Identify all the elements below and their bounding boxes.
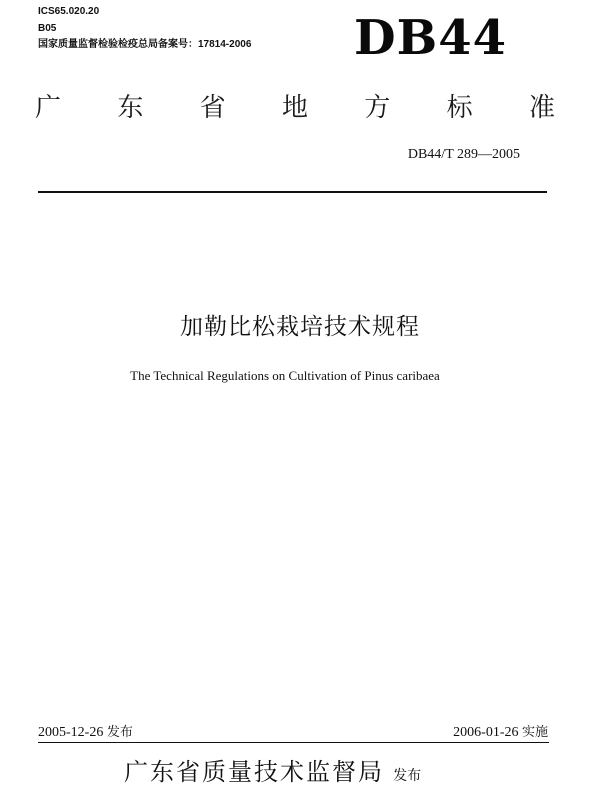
standard-type-char: 准 <box>528 93 555 123</box>
issuing-authority <box>124 754 422 786</box>
issue-label: 发布 <box>106 725 133 740</box>
ics-code: ICS65.020.20 <box>38 6 100 17</box>
header-divider <box>38 191 547 193</box>
ccs-code: B05 <box>38 23 57 34</box>
implementation-label: 实施 <box>521 725 548 740</box>
issuer-suffix: 发布 <box>393 768 422 784</box>
issue-date: 2005-12-26 <box>38 725 104 740</box>
standard-type-heading <box>30 90 560 126</box>
issue-date-line <box>38 724 133 742</box>
implementation-date: 2006-01-26 <box>453 725 519 740</box>
standard-type-char: 广 <box>34 93 61 123</box>
footer-divider <box>38 742 549 743</box>
record-number: 国家质量监督检验检疫总局备案号：17814-2006 <box>38 39 252 50</box>
standard-type-char: 地 <box>281 93 308 123</box>
standard-type-char: 省 <box>199 93 226 123</box>
db44-logo: DB44 <box>354 10 507 66</box>
issuer-name: 广东省质量技术监督局 <box>124 758 384 786</box>
implementation-date-line <box>453 724 548 742</box>
standard-type-char: 东 <box>117 93 144 123</box>
document-title-chinese: 加勒比松栽培技术规程 <box>180 314 420 340</box>
standard-type-char: 方 <box>364 93 391 123</box>
document-title-english: The Technical Regulations on Cultivation of Pinus caribaea <box>130 368 440 383</box>
standard-type-char: 标 <box>446 93 473 123</box>
standard-number: DB44/T 289—2005 <box>407 147 520 162</box>
